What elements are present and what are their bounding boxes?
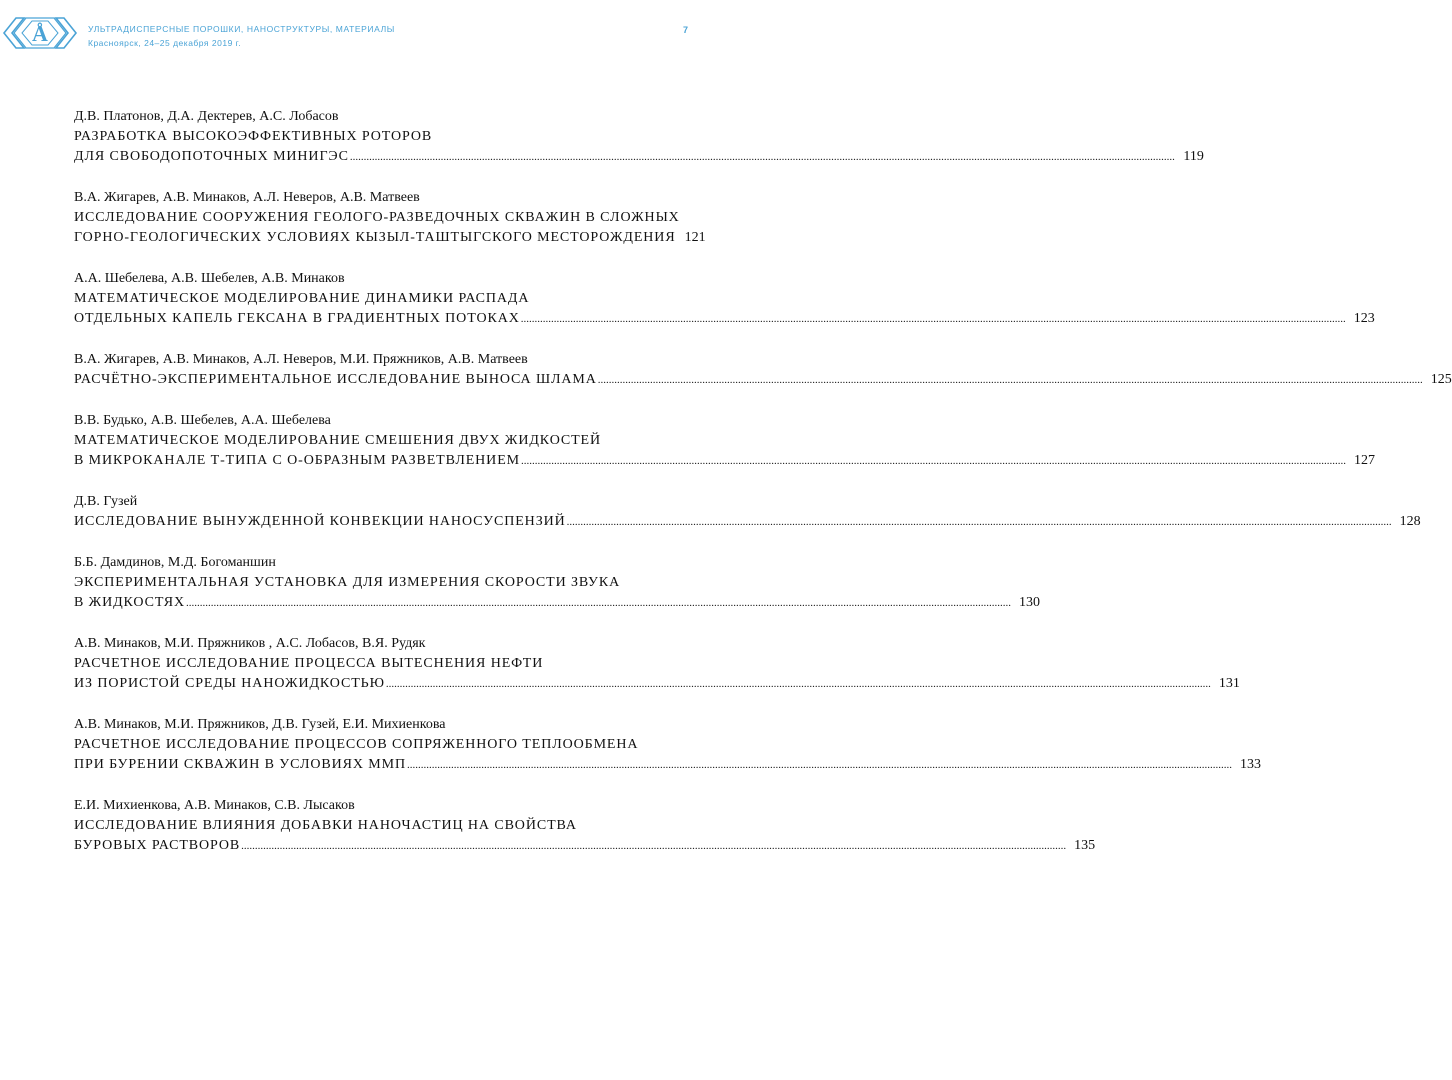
toc-entry[interactable] (74, 269, 1375, 329)
entry-title-line: ОТДЕЛЬНЫХ КАПЕЛЬ ГЕКСАНА В ГРАДИЕНТНЫХ ПОТОКАХ (74, 311, 520, 326)
entry-title-line: В ЖИДКОСТЯХ (74, 595, 186, 610)
dot-leader: ............................................................................................................................................................................................................................................................................................................ (407, 759, 1232, 771)
dot-leader: ............................................................................................................................................................................................................................................................................................................ (566, 516, 1392, 528)
entry-title-line: РАЗРАБОТКА ВЫСОКОЭФФЕКТИВНЫХ РОТОРОВ (74, 129, 433, 144)
entry-title-line: ИЗ ПОРИСТОЙ СРЕДЫ НАНОЖИДКОСТЬЮ (74, 676, 385, 691)
toc-entry[interactable] (74, 553, 1041, 613)
entry-title-last-line (74, 512, 1421, 532)
dot-leader: ............................................................................................................................................................................................................................................................................................................ (520, 313, 1346, 325)
entry-authors: А.В. Минаков, М.И. Пряжников , А.С. Лобасов, В.Я. Рудяк (74, 636, 426, 651)
dot-leader: ............................................................................................................................................................................................................................................................................................................ (349, 151, 1175, 163)
entry-title-line: ГОРНО-ГЕОЛОГИЧЕСКИХ УСЛОВИЯХ КЫЗЫЛ-ТАШТЫГСКОГО МЕСТОРОЖДЕНИЯ (74, 230, 676, 245)
conference-logo-icon (2, 10, 78, 56)
entry-title-line: В МИКРОКАНАЛЕ Т-ТИПА С О-ОБРАЗНЫМ РАЗВЕТВЛЕНИЕМ (74, 453, 520, 468)
entry-page-number[interactable]: 127 (1354, 453, 1375, 468)
dot-leader: ............................................................................................................................................................................................................................................................................................................ (385, 678, 1211, 690)
toc-entry[interactable] (74, 715, 1261, 775)
entry-title-line: ИССЛЕДОВАНИЕ СООРУЖЕНИЯ ГЕОЛОГО-РАЗВЕДОЧНЫХ СКВАЖИН В СЛОЖНЫХ (74, 210, 680, 225)
entry-authors: А.А. Шебелева, А.В. Шебелев, А.В. Минаков (74, 271, 345, 286)
entry-title-last-line (74, 309, 1375, 329)
dot-leader: ............................................................................................................................................................................................................................................................................................................ (597, 374, 1423, 386)
logo-letter: Å (32, 21, 48, 46)
entry-title-line: РАСЧЁТНО-ЭКСПЕРИМЕНТАЛЬНОЕ ИССЛЕДОВАНИЕ ВЫНОСА ШЛАМА (74, 372, 597, 387)
entry-page-number[interactable]: 128 (1399, 514, 1421, 529)
entry-authors: Б.Б. Дамдинов, М.Д. Богоманшин (74, 555, 276, 570)
entry-title-line: ДЛЯ СВОБОДОПОТОЧНЫХ МИНИГЭС (74, 149, 349, 164)
dot-leader: ............................................................................................................................................................................................................................................................................................................ (521, 455, 1346, 467)
entry-title-line: БУРОВЫХ РАСТВОРОВ (74, 838, 241, 853)
toc-entry[interactable] (74, 492, 1421, 532)
entry-authors: В.А. Жигарев, А.В. Минаков, А.Л. Неверов, М.И. Пряжников, А.В. Матвеев (74, 352, 528, 367)
toc-entry[interactable] (74, 350, 1452, 390)
entry-title-last-line (74, 836, 1096, 856)
entry-page-number[interactable]: 123 (1353, 311, 1375, 326)
entry-page-number[interactable]: 125 (1430, 372, 1452, 387)
toc-entry[interactable] (74, 634, 1240, 694)
entry-authors: Е.И. Михиенкова, А.В. Минаков, С.В. Лысаков (74, 798, 355, 813)
entry-title-last-line (74, 228, 706, 248)
entry-title-line: МАТЕМАТИЧЕСКОЕ МОДЕЛИРОВАНИЕ СМЕШЕНИЯ ДВУХ ЖИДКОСТЕЙ (74, 433, 602, 448)
entry-page-number[interactable]: 131 (1218, 676, 1240, 691)
entry-title-last-line (74, 451, 1375, 471)
page-header (0, 0, 764, 60)
entry-title-last-line (74, 593, 1041, 613)
entry-title-line: РАСЧЕТНОЕ ИССЛЕДОВАНИЕ ПРОЦЕССА ВЫТЕСНЕНИЯ НЕФТИ (74, 656, 544, 671)
entry-authors: Д.В. Платонов, Д.А. Дектерев, А.С. Лобасов (74, 109, 339, 124)
entry-title-last-line (74, 755, 1261, 775)
toc-entry[interactable] (74, 411, 1375, 471)
entry-authors: Д.В. Гузей (74, 494, 138, 509)
toc-entry[interactable] (74, 796, 1096, 856)
entry-title-last-line (74, 370, 1452, 390)
entry-page-number[interactable]: 119 (1183, 149, 1204, 164)
entry-page-number[interactable]: 130 (1019, 595, 1041, 610)
conference-title: УЛЬТРАДИСПЕРСНЫЕ ПОРОШКИ, НАНОСТРУКТУРЫ, МАТЕРИАЛЫ (88, 24, 395, 34)
page-number: 7 (683, 25, 689, 35)
entry-title-line: МАТЕМАТИЧЕСКОЕ МОДЕЛИРОВАНИЕ ДИНАМИКИ РАСПАДА (74, 291, 530, 306)
entry-authors: В.В. Будько, А.В. Шебелев, А.А. Шебелева (74, 413, 331, 428)
entry-page-number[interactable]: 121 (684, 230, 706, 245)
entry-page-number[interactable]: 135 (1074, 838, 1096, 853)
entry-title-last-line (74, 147, 1204, 167)
table-of-contents (74, 107, 1452, 877)
toc-entry[interactable] (74, 188, 706, 248)
entry-authors: А.В. Минаков, М.И. Пряжников, Д.В. Гузей, Е.И. Михиенкова (74, 717, 446, 732)
entry-page-number[interactable]: 133 (1240, 757, 1261, 772)
entry-authors: В.А. Жигарев, А.В. Минаков, А.Л. Неверов, А.В. Матвеев (74, 190, 420, 205)
dot-leader: ............................................................................................................................................................................................................................................................................................................ (241, 840, 1067, 852)
entry-title-line: РАСЧЕТНОЕ ИССЛЕДОВАНИЕ ПРОЦЕССОВ СОПРЯЖЕННОГО ТЕПЛООБМЕНА (74, 737, 639, 752)
conference-place-date: Красноярск, 24–25 декабря 2019 г. (88, 38, 242, 48)
entry-title-line: ИССЛЕДОВАНИЕ ВЛИЯНИЯ ДОБАВКИ НАНОЧАСТИЦ НА СВОЙСТВА (74, 818, 577, 833)
entry-title-last-line (74, 674, 1240, 694)
entry-title-line: ЭКСПЕРИМЕНТАЛЬНАЯ УСТАНОВКА ДЛЯ ИЗМЕРЕНИЯ СКОРОСТИ ЗВУКА (74, 575, 621, 590)
dot-leader: ............................................................................................................................................................................................................................................................................................................ (186, 597, 1012, 609)
toc-entry[interactable] (74, 107, 1204, 167)
entry-title-line: ПРИ БУРЕНИИ СКВАЖИН В УСЛОВИЯХ ММП (74, 757, 406, 772)
entry-title-line: ИССЛЕДОВАНИЕ ВЫНУЖДЕННОЙ КОНВЕКЦИИ НАНОСУСПЕНЗИЙ (74, 514, 566, 529)
